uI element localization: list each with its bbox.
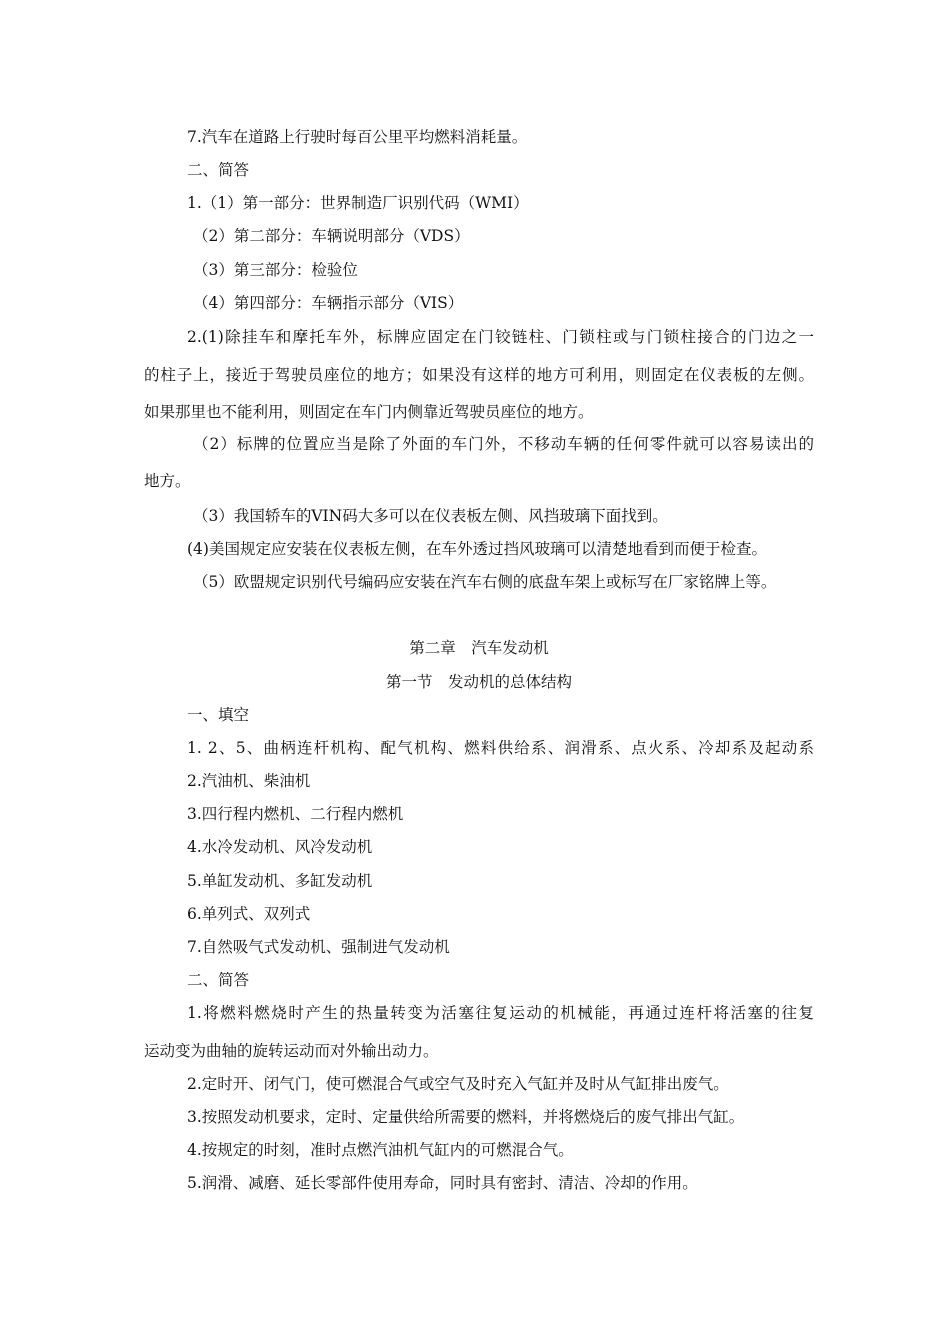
paragraph-line: （3）第三部分：检验位 <box>193 261 358 279</box>
paragraph-line: 2.汽油机、柴油机 <box>187 772 311 790</box>
paragraph-line: 如果那里也不能利用，则固定在车门内侧靠近驾驶员座位的地方。 <box>144 403 594 421</box>
paragraph-line: 1. 2、5、曲柄连杆机构、配气机构、燃料供给系、润滑系、点火系、冷却系及起动系 <box>187 739 814 757</box>
paragraph-line: （2）标牌的位置应当是除了外面的车门外，不移动车辆的任何零件就可以容易读出的 <box>193 435 814 453</box>
paragraph-line: 5.润滑、减磨、延长零部件使用寿命，同时具有密封、清洁、冷却的作用。 <box>187 1174 698 1192</box>
paragraph-line: (4)美国规定应安装在仪表板左侧，在车外透过挡风玻璃可以清楚地看到而便于检查。 <box>187 540 767 558</box>
paragraph-line: 3.四行程内燃机、二行程内燃机 <box>187 805 404 823</box>
paragraph-line: 3.按照发动机要求，定时、定量供给所需要的燃料，并将燃烧后的废气排出气缸。 <box>187 1108 745 1126</box>
paragraph-line: （3）我国轿车的VIN码大多可以在仪表板左侧、风挡玻璃下面找到。 <box>193 507 668 525</box>
paragraph-line: （4）第四部分：车辆指示部分（VIS） <box>193 294 464 312</box>
section-heading: 二、简答 <box>187 971 250 989</box>
paragraph-line: （2）第二部分：车辆说明部分（VDS） <box>193 227 470 245</box>
section-title: 第一节 发动机的总体结构 <box>385 673 572 691</box>
paragraph-line: 4.水冷发动机、风冷发动机 <box>187 838 373 856</box>
paragraph-line: 5.单缸发动机、多缸发动机 <box>187 872 373 890</box>
paragraph-line: 2.定时开、闭气门，使可燃混合气或空气及时充入气缸并及时从气缸排出废气。 <box>187 1075 729 1093</box>
paragraph-line: 4.按规定的时刻，准时点燃汽油机气缸内的可燃混合气。 <box>187 1141 574 1159</box>
paragraph-line: （5）欧盟规定识别代号编码应安装在汽车右侧的底盘车架上或标写在厂家铭牌上等。 <box>193 573 777 591</box>
paragraph-line: 地方。 <box>144 472 191 490</box>
paragraph-line: 7.汽车在道路上行驶时每百公里平均燃料消耗量。 <box>187 128 528 146</box>
paragraph-line: 1.（1）第一部分：世界制造厂识别代码（WMI） <box>187 194 529 212</box>
section-heading: 一、填空 <box>187 706 250 724</box>
paragraph-line: 1.将燃料燃烧时产生的热量转变为活塞往复运动的机械能，再通过连杆将活塞的往复 <box>187 1004 814 1022</box>
chapter-title: 第二章 汽车发动机 <box>409 639 549 657</box>
paragraph-line: 6.单列式、双列式 <box>187 905 311 923</box>
paragraph-line: 7.自然吸气式发动机、强制进气发动机 <box>187 938 450 956</box>
paragraph-line: 2.(1)除挂车和摩托车外，标牌应固定在门铰链柱、门锁柱或与门锁柱接合的门边之一 <box>187 328 814 346</box>
section-heading: 二、简答 <box>187 161 250 179</box>
paragraph-line: 的柱子上，接近于驾驶员座位的地方；如果没有这样的地方可利用，则固定在仪表板的左侧。 <box>144 366 814 384</box>
paragraph-line: 运动变为曲轴的旋转运动而对外输出动力。 <box>144 1042 439 1060</box>
